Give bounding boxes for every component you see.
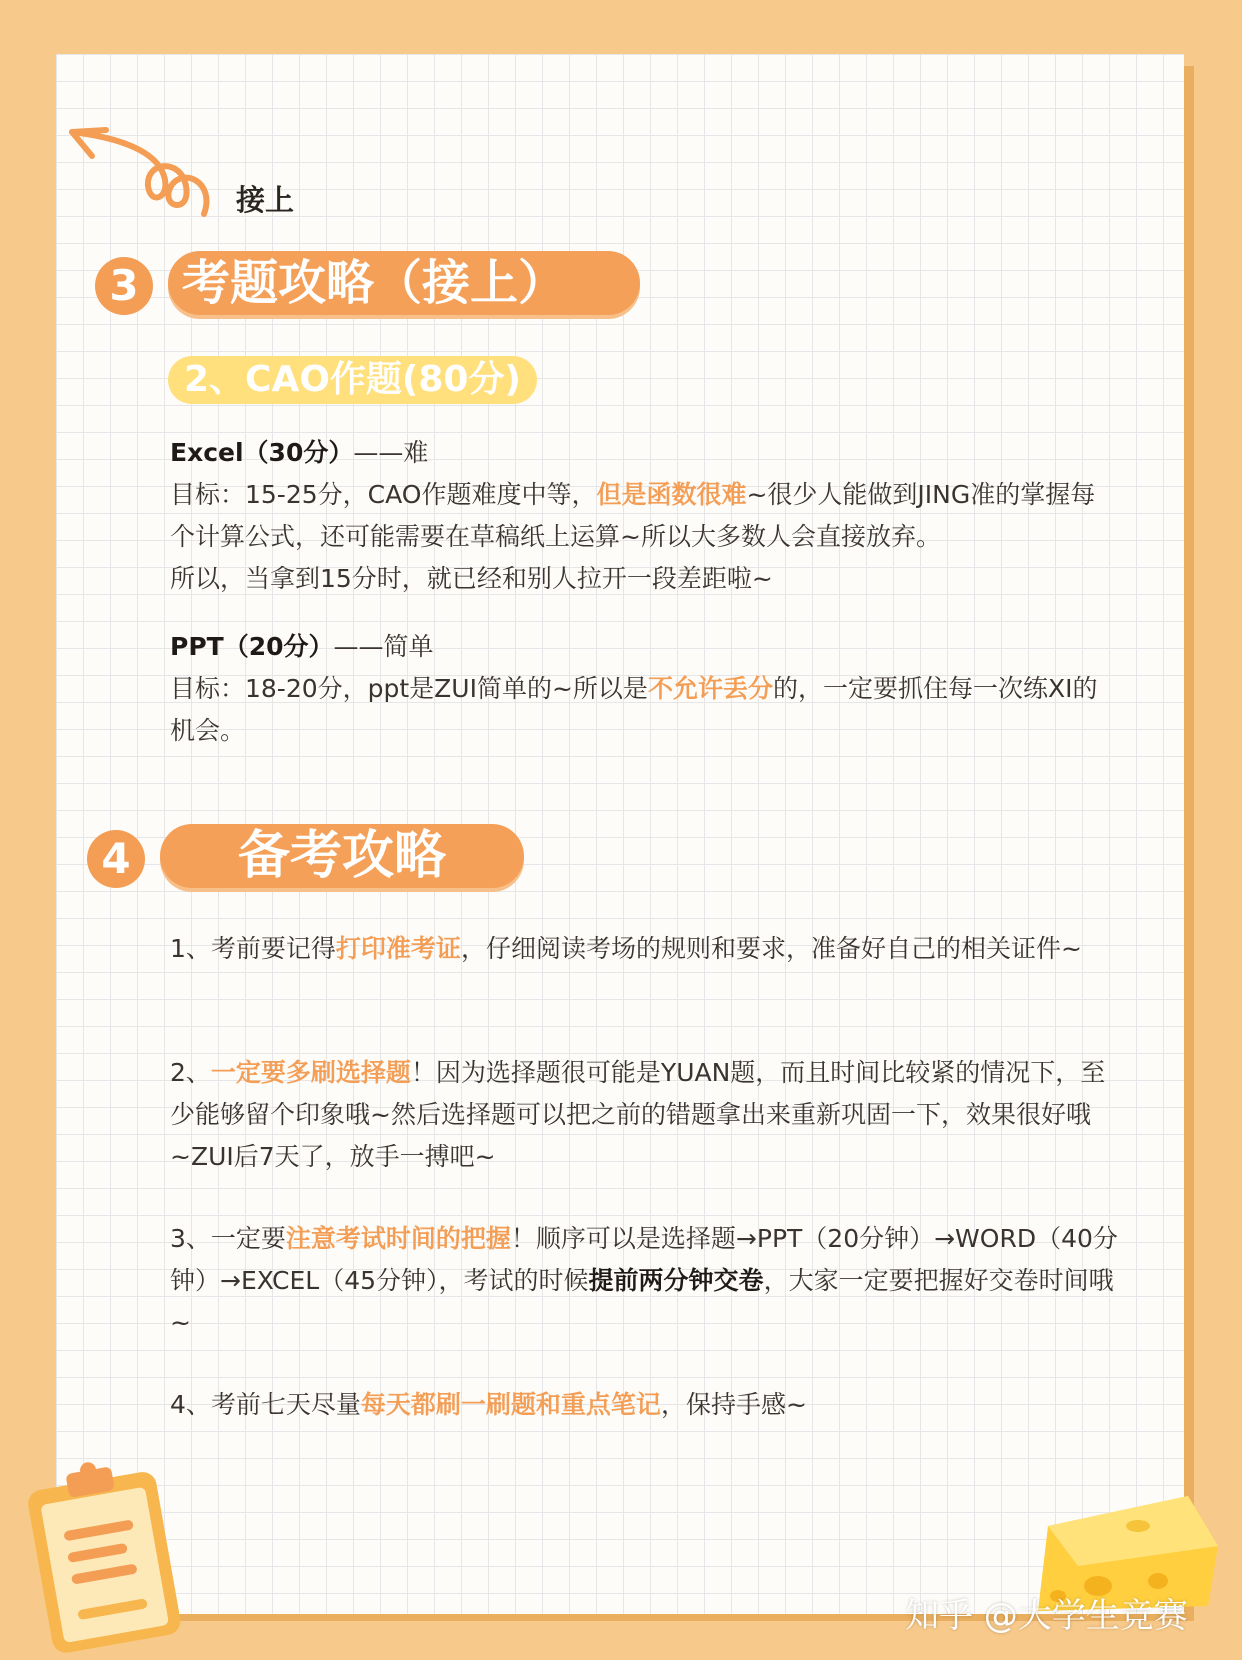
tip-suffix: ，仔细阅读考场的规则和要求，准备好自己的相关证件~ bbox=[460, 934, 1082, 963]
tip-1 bbox=[170, 928, 1120, 970]
tip-3 bbox=[170, 1218, 1120, 1344]
sub-heading: 2、CAO作题(80分) bbox=[168, 356, 537, 404]
arrow-swirl-icon bbox=[66, 126, 216, 226]
tip-highlight: 注意考试时间的把握 bbox=[285, 1224, 511, 1253]
watermark: 知乎 @大学生竞赛 bbox=[905, 1596, 1188, 1636]
tip-2 bbox=[170, 1052, 1120, 1178]
section-title: 考题攻略（接上） bbox=[182, 255, 567, 311]
tip-suffix: ！因为选择题很可能是YUAN题，而且时间比较紧的情况下，至少能够留个印象哦~然后选择题可以把之前的错题拿出来重新巩固一下，效果很好哦~ZUI后7天了，放手一搏吧~ bbox=[170, 1058, 1106, 1171]
ppt-difficulty: ——简单 bbox=[333, 632, 434, 661]
tip-prefix: 4、考前七天尽量 bbox=[170, 1390, 361, 1419]
ppt-target-prefix: 目标：18-20分，ppt是ZUI简单的~所以是 bbox=[170, 674, 648, 703]
excel-target-text bbox=[170, 474, 1120, 558]
ppt-heading-line bbox=[170, 626, 1120, 668]
ppt-target-highlight: 不允许丢分 bbox=[647, 674, 773, 703]
ppt-heading: PPT（20分） bbox=[170, 632, 334, 661]
excel-difficulty: ——难 bbox=[353, 438, 429, 467]
tip-prefix: 3、一定要 bbox=[170, 1224, 286, 1253]
tip-prefix: 2、 bbox=[170, 1058, 211, 1087]
ppt-block bbox=[170, 626, 1120, 752]
excel-heading: Excel（30分） bbox=[170, 438, 354, 467]
ppt-target-text bbox=[170, 668, 1120, 752]
excel-heading-line bbox=[170, 432, 1120, 474]
section-number: 3 bbox=[95, 257, 153, 315]
section-title-pill bbox=[160, 824, 524, 888]
clipboard-icon bbox=[18, 1455, 188, 1655]
tip-prefix: 1、考前要记得 bbox=[170, 934, 336, 963]
section-title-pill bbox=[168, 251, 640, 315]
section-number: 4 bbox=[87, 830, 145, 888]
tip-suffix: ，保持手感~ bbox=[660, 1390, 807, 1419]
intro-label: 接上 bbox=[236, 183, 295, 217]
tip-bold: 提前两分钟交卷 bbox=[588, 1266, 764, 1295]
tip-highlight: 一定要多刷选择题 bbox=[210, 1058, 411, 1087]
tip-suffix: ！顺序可以是选择题→PPT（20分钟）→WORD（40分钟）→EXCEL（45分钟），考试的时候 bbox=[170, 1224, 1118, 1295]
tip-tail: ，大家一定要把握好交卷时间哦~ bbox=[170, 1266, 1114, 1337]
excel-block bbox=[170, 432, 1120, 600]
excel-target-suffix: ~很少人能做到JING准的掌握每个计算公式，还可能需要在草稿纸上运算~所以大多数人会直接放弃。 bbox=[170, 480, 1096, 551]
section-title: 备考攻略 bbox=[237, 826, 446, 886]
tip-highlight: 打印准考证 bbox=[335, 934, 461, 963]
excel-conclusion: 所以，当拿到15分时，就已经和别人拉开一段差距啦~ bbox=[170, 564, 773, 593]
tip-highlight: 每天都刷一刷题和重点笔记 bbox=[360, 1390, 661, 1419]
excel-target-prefix: 目标：15-25分，CAO作题难度中等， bbox=[170, 480, 597, 509]
ppt-target-suffix: 的，一定要抓住每一次练XI的机会。 bbox=[170, 674, 1098, 745]
tip-4 bbox=[170, 1384, 1120, 1426]
excel-target-highlight: 但是函数很难 bbox=[596, 480, 747, 509]
